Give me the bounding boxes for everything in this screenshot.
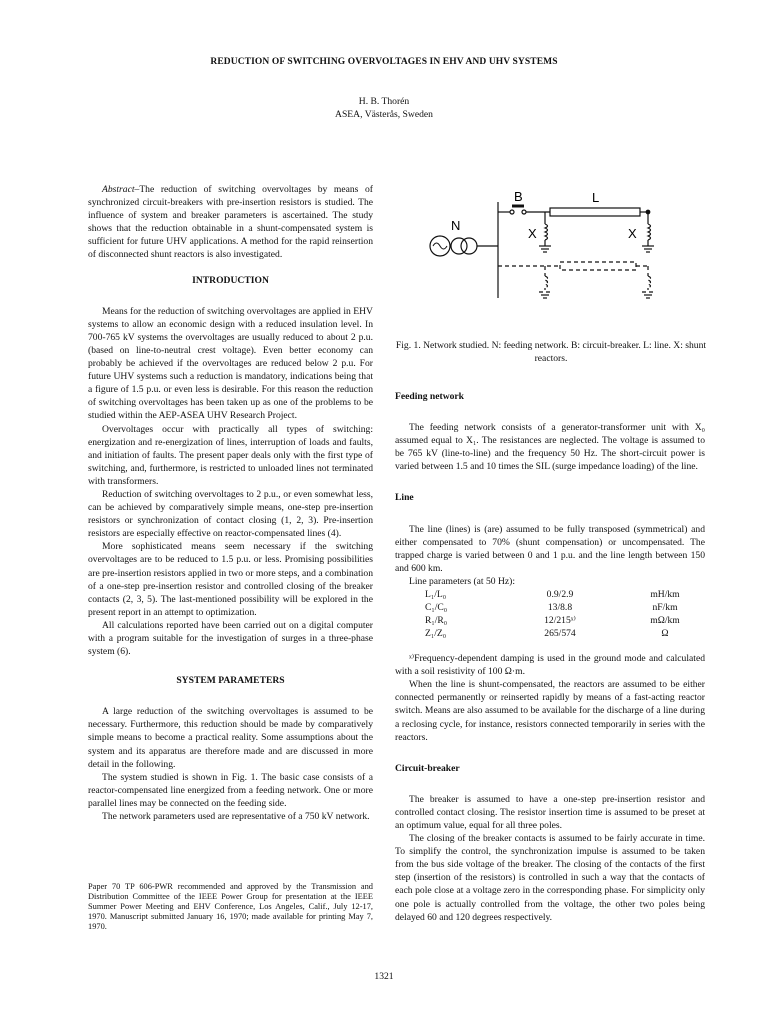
table-cell-symbol: Z₁/Z₀	[425, 628, 447, 640]
intro-paragraph: Means for the reduction of switching overvoltages are applied in EHV systems to allow an economic design with a reduced insulation level. In 700-765 kV systems the overvoltages are usually reduced to about 2 p.u. (based on line-to-neutral crest voltage). Even better economy can probably be achieved if the overvoltages are reduced below 2 p.u. For future UHV systems such a reduction is mandatory, indications being that a figure of 1.5 p.u. or even less is desirable. For this reason the reduction of switching overvoltages has been taken up as one of the problems to be studied within the AEP-ASEA UHV Research Project.	[88, 305, 373, 422]
author-affiliation: ASEA, Västerås, Sweden	[335, 109, 433, 120]
subsection-heading-line: Line	[395, 492, 414, 504]
author-block	[0, 95, 768, 121]
paper-title: REDUCTION OF SWITCHING OVERVOLTAGES IN EHV AND UHV SYSTEMS	[210, 57, 558, 67]
table-cell-symbol: L₁/L₀	[425, 589, 447, 601]
right-column	[395, 390, 705, 924]
breaker-paragraph: The closing of the breaker contacts is assumed to be fairly accurate in time. To simplify the control, the synchronization impulse is assumed to be taken from the bus side voltage of the breaker. The closing of the contacts of the first step (insertion of the resistors) is controlled in such a way that the contacts of each pole close at a voltage zero in the corresponding phase. For simplicity only one pole is actually controlled from the voltage, the other two poles being delayed 60 and 120 degrees respectively.	[395, 833, 705, 923]
system-paragraph: The network parameters used are representative of a 750 kV network.	[102, 811, 370, 823]
line-rect	[550, 208, 640, 216]
left-column	[88, 183, 373, 823]
reactor-coil	[648, 224, 651, 240]
table-cell-unit: Ω	[661, 628, 669, 640]
table-cell-unit: nF/km	[652, 602, 678, 614]
subsection-heading-circuit-breaker: Circuit-breaker	[395, 762, 460, 774]
figure-caption: Fig. 1. Network studied. N: feeding network. B: circuit-breaker. L: line. X: shunt reactors.	[395, 340, 707, 364]
intro-paragraph: Overvoltages occur with practically all types of switching: energization and re-energization of lines, interruption of loads and faults, and initiation of faults. The present paper deals only with the first type of switching, and, furthermore, is restricted to unloaded lines not terminated with transformers.	[88, 423, 373, 487]
line-table-title: Line parameters (at 50 Hz):	[409, 575, 516, 587]
figure-label-line: L	[592, 190, 600, 205]
intro-paragraph: More sophisticated means seem necessary if the switching overvoltages are to be reduced to 1.5 p.u. or less. Promising possibilities are pre-insertion resistors applied in two or more steps, and a combination of a one-step pre-insertion resistor and controlled closing of the breaker contacts (2, 3, 5). The last-mentioned possibility will be explored in the present report in an attempt to optimization.	[88, 541, 373, 618]
transformer-winding	[451, 238, 467, 254]
author-name: H. B. Thorén	[358, 96, 410, 107]
table-cell-value: 0.9/2.9	[546, 589, 574, 601]
table-cell-value: 265/574	[544, 628, 576, 640]
intro-paragraph: All calculations reported have been carried out on a digital computer with a program suitable for the investigation of surges in a three-phase system (6).	[88, 619, 373, 658]
table-cell-unit: mH/km	[650, 589, 680, 601]
section-heading-introduction: INTRODUCTION	[192, 274, 269, 286]
section-heading-system-parameters: SYSTEM PARAMETERS	[176, 675, 285, 687]
table-row	[425, 601, 695, 614]
table-cell-value: 12/215ˣ⁾	[544, 615, 576, 627]
reactor-coil	[545, 224, 548, 240]
subsection-heading-feeding-network: Feeding network	[395, 391, 465, 402]
table-row	[425, 588, 695, 601]
table-cell-value: 13/8.8	[547, 602, 573, 614]
figure-network-diagram	[420, 188, 670, 308]
figure-label-network: N	[451, 218, 461, 233]
intro-paragraph: Reduction of switching overvoltages to 2 p.u., or even somewhat less, can be achieved by comparatively simple means, one-step pre-insertion resistors or synchronization of contact closing (1, 2, 3). Pre-insertion resistors are especially effective on reactor-compensated lines (4).	[88, 488, 373, 540]
abstract	[88, 183, 373, 262]
table-row	[425, 614, 695, 627]
figure-label-reactor: X	[528, 226, 537, 241]
feeding-paragraph: The feeding network consists of a generator-transformer unit with X₀ assumed equal to X₁. The resistances are neglected. The voltage is assumed to be 765 kV (line-to-line) and the frequency 50 Hz. The short-circuit power is varied between 1.5 and 10 times the SIL (surge impedance loading) of the line.	[395, 422, 705, 473]
line-footnote: ˣ⁾Frequency-dependent damping is used in the ground mode and calculated with a soil resistivity of 100 Ω·m.	[395, 653, 705, 678]
footnote: Paper 70 TP 606-PWR recommended and approved by the Transmission and Distribution Committee of the IEEE Power Group for presentation at the IEEE Summer Power Meeting and EHV Conference, Los Angeles, Calif., July 12-17, 1970. Manuscript submitted January 16, 1970; made available for printing May 7, 1970.	[88, 882, 373, 931]
abstract-label: Abstract	[102, 184, 135, 195]
line-paragraph: When the line is shunt-compensated, the reactors are assumed to be either connected permanently or reinserted rapidly by means of a fast-acting reactor switch. Means are also assumed to be available for the discharge of a line during a reclosing cycle, for instance, resistors connected temporarily in series with the reactors.	[395, 679, 705, 743]
breaker-paragraph: The breaker is assumed to have a one-step pre-insertion resistor and controlled contact closing. The resistor insertion time is assumed to be preset at an optimum value, equal for all three poles.	[395, 793, 705, 831]
line-parameters-table	[425, 588, 695, 640]
page-number: 1321	[374, 971, 394, 982]
system-paragraph: The system studied is shown in Fig. 1. The basic case consists of a reactor-compensated line energized from a feeding network. One or more parallel lines may be connected on the feeding side.	[88, 771, 373, 809]
figure-label-breaker: B	[514, 189, 523, 204]
line-paragraph: The line (lines) is (are) assumed to be fully transposed (symmetrical) and either compensated to 70% (shunt compensation) or uncompensated. The trapped charge is varied between 0 and 1 p.u. and the line length between 150 and 600 km.	[395, 523, 705, 574]
abstract-text: –The reduction of switching overvoltages by means of synchronized circuit-breakers with pre-insertion resistors is studied. The influence of system and breaker parameters is ascertained. The study shows that the reduction obtainable in a shunt-compensated system is sufficient for future UHV applications. A method for the rapid reinsertion of disconnected shunt reactors is also investigated.	[88, 184, 373, 261]
table-row	[425, 627, 695, 640]
table-cell-unit: mΩ/km	[650, 615, 680, 627]
transformer-winding	[461, 238, 477, 254]
system-paragraph: A large reduction of the switching overvoltages is assumed to be necessary. Furthermore, this reduction should be made by comparatively simple means to become a practical reality. Some assumptions about the system and its apparatus are therefore made and are discussed in more detail in the following.	[88, 706, 373, 770]
figure-label-reactor: X	[628, 226, 637, 241]
table-cell-symbol: C₁/C₀	[425, 602, 448, 614]
table-cell-symbol: R₁/R₀	[425, 615, 448, 627]
